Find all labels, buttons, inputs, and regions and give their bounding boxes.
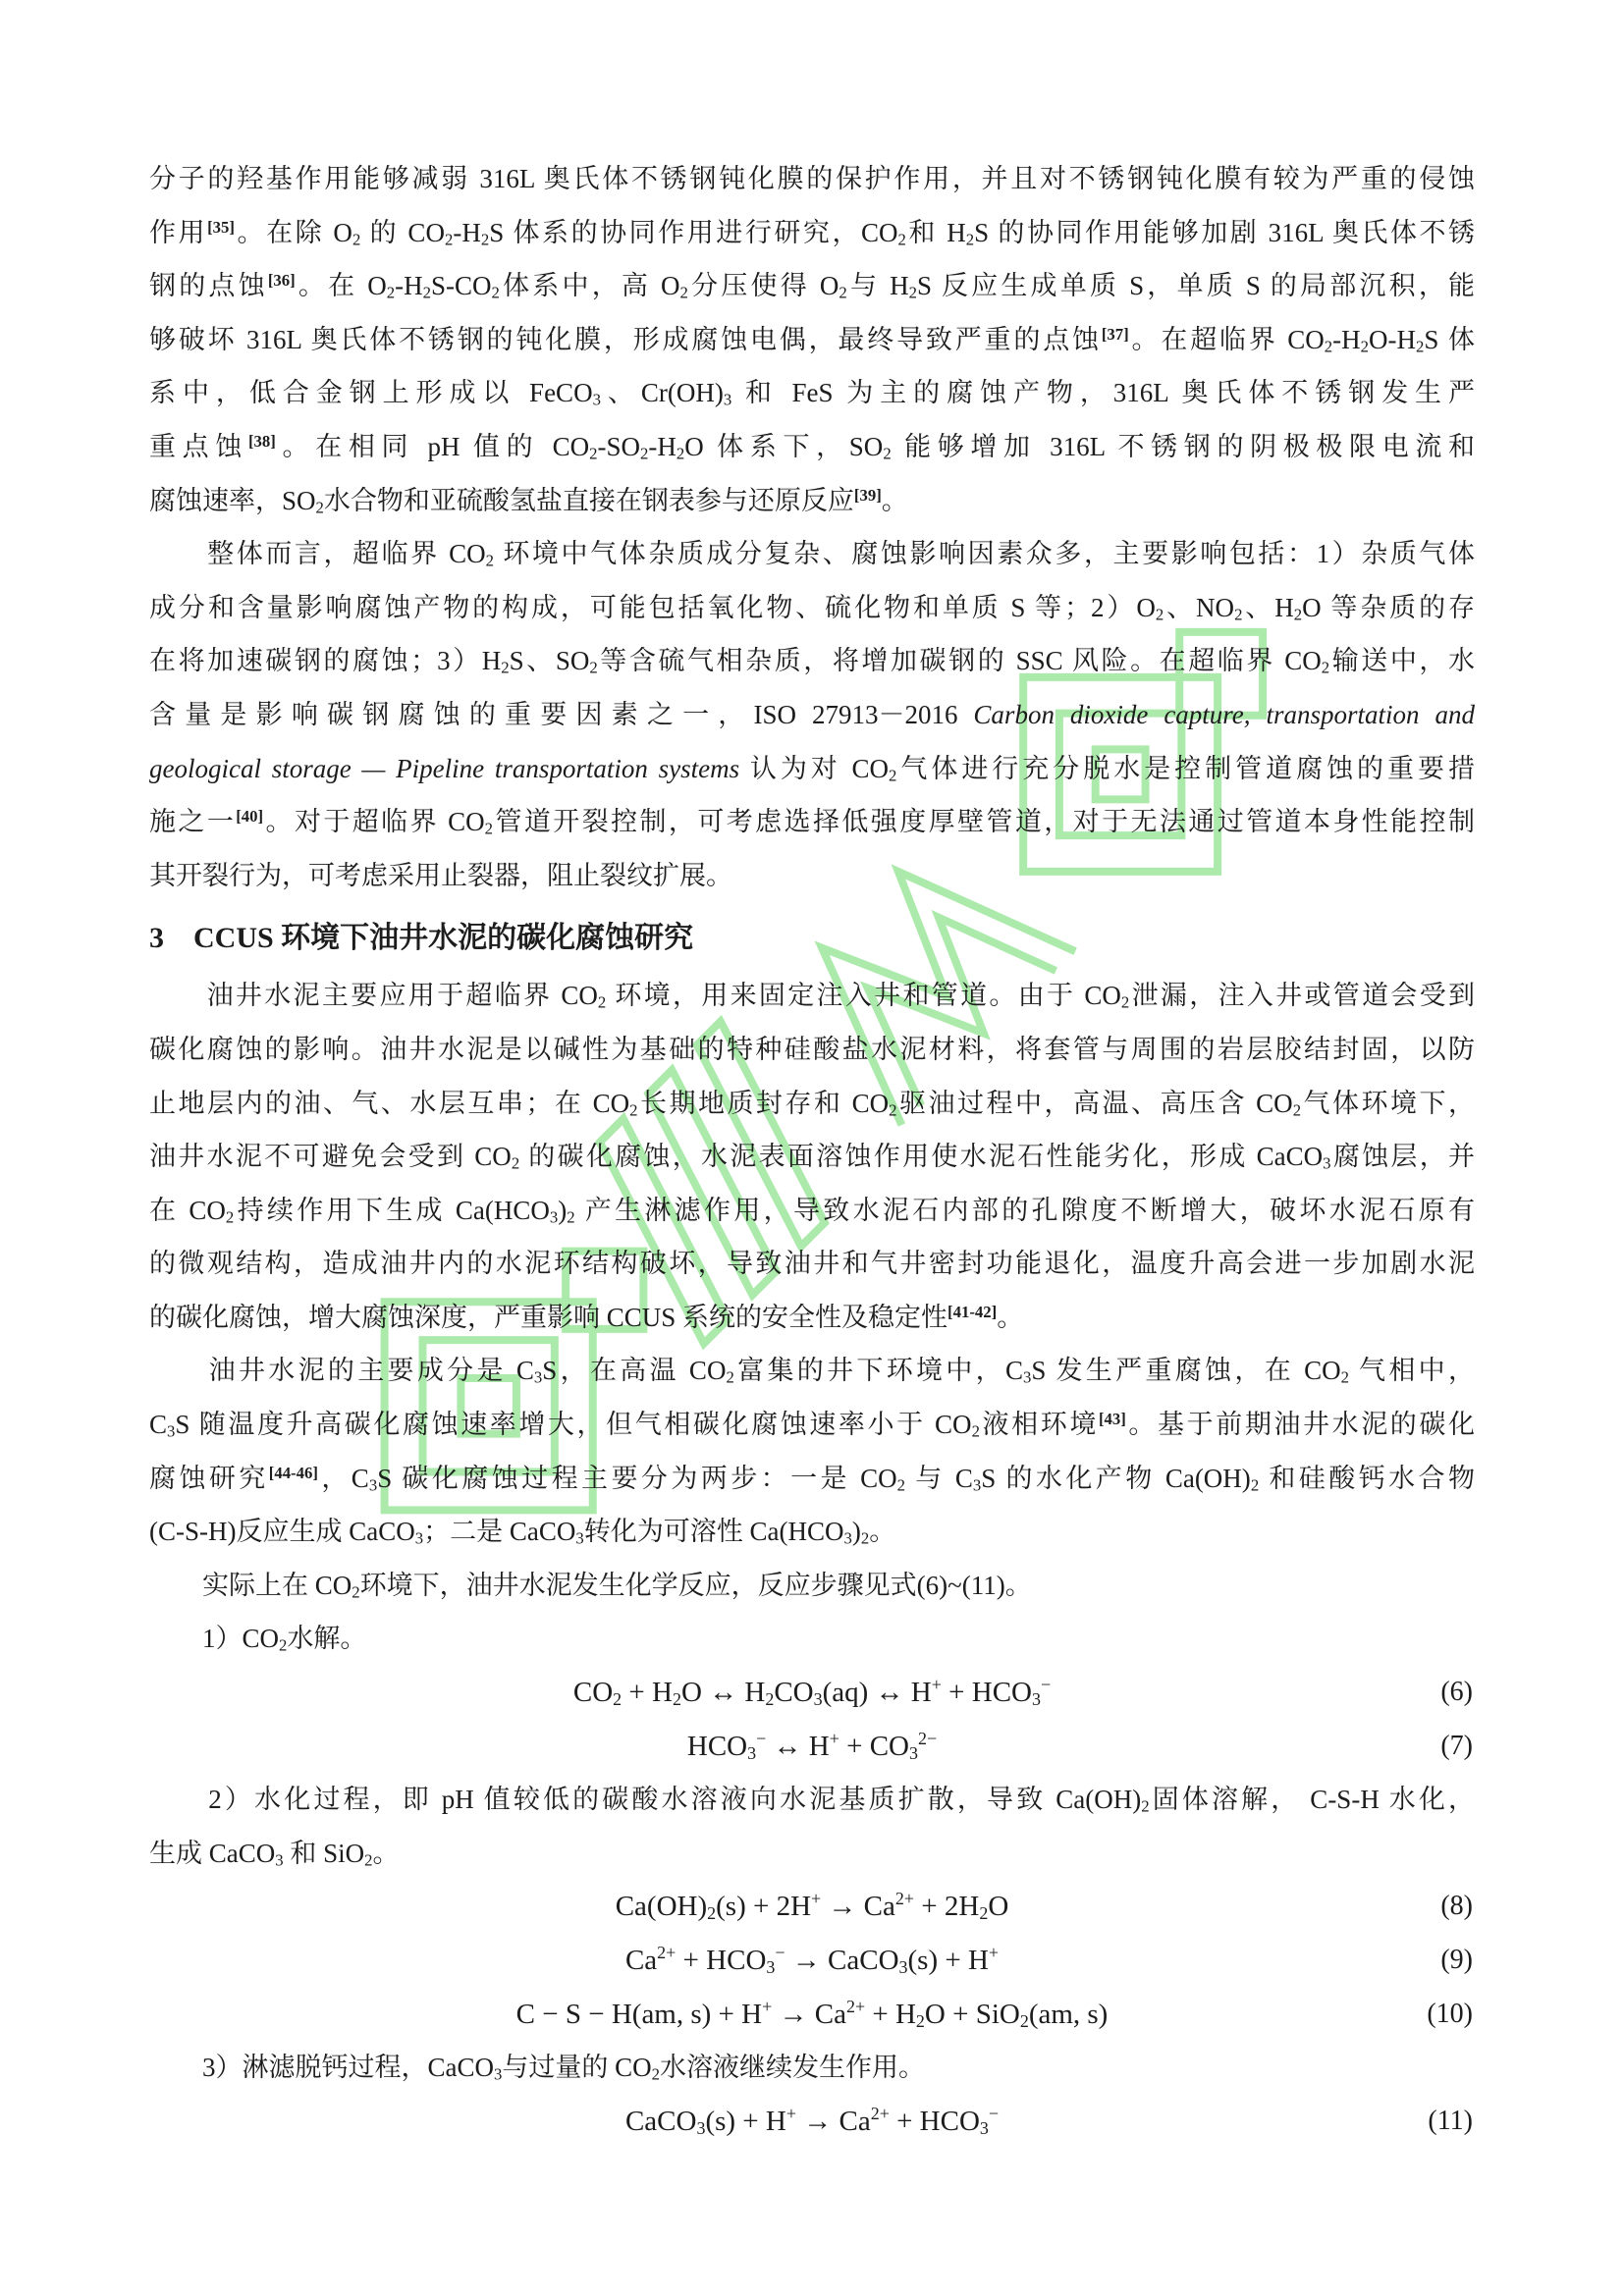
body-paragraph [149,1559,1475,1613]
text-line: $C_3S$ 随温度升高碳化腐蚀速率增大，但气相碳化腐蚀速率小于 $CO_2$液相环境[43]。基于前期油井水泥的碳化 [149,1409,1476,1441]
body-paragraph [149,152,1475,527]
section-title: CCUS 环境下油井水泥的碳化腐蚀研究 [193,922,694,955]
text-line: 3）淋滤脱钙过程，CaCO$_3$与过量的 $CO_2$水溶液继续发生作用。 [149,2053,926,2084]
text-line: 实际上在 $CO_2$环境下，油井水泥发生化学反应，反应步骤见式(6)~(11)。 [149,1570,1032,1602]
text-line: 作用[35]。在除 $O_2$ 的 $CO_2-H_2S$ 体系的协同作用进行研究，$CO_2$和 $H_2S$ 的协同作用能够加剧 316L 奥氏体不锈 [149,217,1476,248]
text-line: 油井水泥的主要成分是 $C_3S$，在高温 $CO_2$富集的井下环境中，$C_3S$ 发生严重腐蚀，在 $CO_2$ 气相中， [149,1356,1475,1387]
text-line: 腐蚀速率，$SO_2$水合物和亚硫酸氢盐直接在钢表参与还原反应[39]。 [149,485,908,516]
equation-formula: $HCO_3^-$ ↔ $H^+ + CO_3^{2-}$ [686,1728,938,1763]
equation-number: (10) [1427,1998,1473,2029]
text-line: geological storage — Pipeline transportation systems 认为对 $CO_2$气体进行充分脱水是控制管道腐蚀的重要措 [149,753,1475,784]
equation-formula: $Ca(OH)_2(s) + 2H^+ \to Ca^{2+} + 2H_2O$ [615,1889,1009,1924]
list-item-paragraph [149,1773,1475,1880]
text-line: $1)CO_2$水解。 [149,1624,367,1655]
text-line: 生成 CaCO$_3$ 和 SiO$_2$。 [149,1838,400,1870]
body-paragraph [149,969,1475,1344]
text-line: 重点蚀[38]。在相同 pH 值的 $CO_2-SO_2-H_2O$ 体系下，$SO_2$ 能够增加 316L 不锈钢的阴极极限电流和 [149,431,1476,463]
text-line: (C-S-H)反应生成 CaCO$_3$；二是 CaCO$_3$转化为可溶性 $Ca(HCO_3)_2$。 [149,1517,896,1548]
equation [149,1988,1475,2042]
section-heading [149,910,1475,967]
text-line: 的碳化腐蚀，增大腐蚀深度，严重影响 CCUS 系统的安全性及稳定性[41-42]。 [149,1302,1024,1332]
equation [149,1934,1475,1988]
page-body [149,152,1475,2148]
text-line: 整体而言，超临界 $CO_2$ 环境中气体杂质成分复杂、腐蚀影响因素众多，主要影响包括：1）杂质气体 [149,539,1475,570]
text-line: 在将加速碳钢的腐蚀；$3)H_2S$、$SO_2$等含硫气相杂质，将增加碳钢的 SSC 风险。在超临界 $CO_2$输送中，水 [149,646,1475,677]
text-line: 够破坏 316L 奥氏体不锈钢的钝化膜，形成腐蚀电偶，最终导致严重的点蚀[37]。在超临界 $CO_2-H_2O-H_2S$ 体 [149,324,1475,356]
text-line: 油井水泥主要应用于超临界 $CO_2$ 环境，用来固定注入井和管道。由于 $CO_2$泄漏，注入井或管道会受到 [149,981,1476,1012]
body-paragraph [149,1344,1475,1558]
equation-number: (9) [1440,1945,1473,1975]
equation-formula: CaCO$_3$(s) + $H^+ \to Ca^{2+} + HCO_3^-$ [624,2104,1000,2138]
equation [149,1880,1475,1934]
equation-formula: $CO_2 + H_2O$ ↔ $H_2CO_3(aq)$ ↔ $H^+ + HCO_3^-$ [572,1675,1052,1709]
text-line: 碳化腐蚀的影响。油井水泥是以碱性为基础的特种硅酸盐水泥材料，将套管与周围的岩层胶结封固，以防 [149,1034,1475,1064]
text-line: 施之一[40]。对于超临界 $CO_2$管道开裂控制，可考虑选择低强度厚壁管道，对于无法通过管道本身性能控制 [149,806,1475,838]
list-item-paragraph [149,1612,1475,1666]
text-line: 含量是影响碳钢腐蚀的重要因素之一，ISO 27913－2016 Carbon dioxide capture, transportation and [149,699,1475,729]
list-item-paragraph [149,2041,1475,2095]
text-line: 其开裂行为，可考虑采用止裂器，阻止裂纹扩展。 [149,860,732,890]
text-line: 的微观结构，造成油井内的水泥环结构破坏，导致油井和气井密封功能退化，温度升高会进一步加剧水泥 [149,1249,1475,1279]
equation-number: (7) [1440,1730,1473,1761]
text-line: 腐蚀研究[44-46]，$C_3S$ 碳化腐蚀过程主要分为两步：一是 $CO_2$ 与 $C_3S$ 的水化产物 $Ca(OH)_2$ 和硅酸钙水合物 [149,1463,1475,1494]
text-line: 系中，低合金钢上形成以 FeCO$_3$、$Cr(OH)_3$ 和 FeS 为主的腐蚀产物，316L 奥氏体不锈钢发生严 [149,378,1475,409]
equation [149,1720,1475,1774]
text-line: 油井水泥不可避免会受到 $CO_2$ 的碳化腐蚀，水泥表面溶蚀作用使水泥石性能劣化，形成 CaCO$_3$腐蚀层，并 [149,1142,1476,1173]
equation [149,1666,1475,1720]
text-line: 分子的羟基作用能够减弱 316L 奥氏体不锈钢钝化膜的保护作用，并且对不锈钢钝化膜有较为严重的侵蚀 [149,164,1475,193]
text-line: 止地层内的油、气、水层互串；在 $CO_2$长期地质封存和 $CO_2$驱油过程中，高温、高压含 $CO_2$气体环境下， [149,1088,1476,1119]
equation [149,2095,1475,2149]
equation-number: (11) [1428,2105,1473,2136]
text-line: 成分和含量影响腐蚀产物的构成，可能包括氧化物、硫化物和单质 S 等；$2)O_2$、$NO_2$、$H_2O$ 等杂质的存 [149,592,1476,624]
equation-number: (8) [1440,1891,1473,1922]
text-line: 在 $CO_2$持续作用下生成 $Ca(HCO_3)_2$ 产生淋滤作用，导致水泥石内部的孔隙度不断增大，破坏水泥石原有 [149,1195,1475,1227]
equation-number: (6) [1440,1677,1473,1708]
body-paragraph [149,527,1475,902]
section-number: 3 [149,922,164,955]
text-line: 2）水化过程，即 pH 值较低的碳酸水溶液向水泥基质扩散，导致 $Ca(OH)_2$固体溶解， C-S-H 水化， [149,1785,1475,1816]
equation-formula: $Ca^{2+} + HCO_3^-$ → CaCO$_3$(s) + H+ [624,1943,1000,1977]
equation-formula: C − S − H(am, $s) + H^+ \to Ca^{2+} + H_2O + SiO_2(am$, s) [515,1996,1109,2031]
text-line: 钢的点蚀[36]。在 $O_2-H_2S-CO_2$体系中，高 $O_2$分压使得 $O_2$与 $H_2S$ 反应生成单质 S，单质 S 的局部沉积，能 [149,270,1476,302]
